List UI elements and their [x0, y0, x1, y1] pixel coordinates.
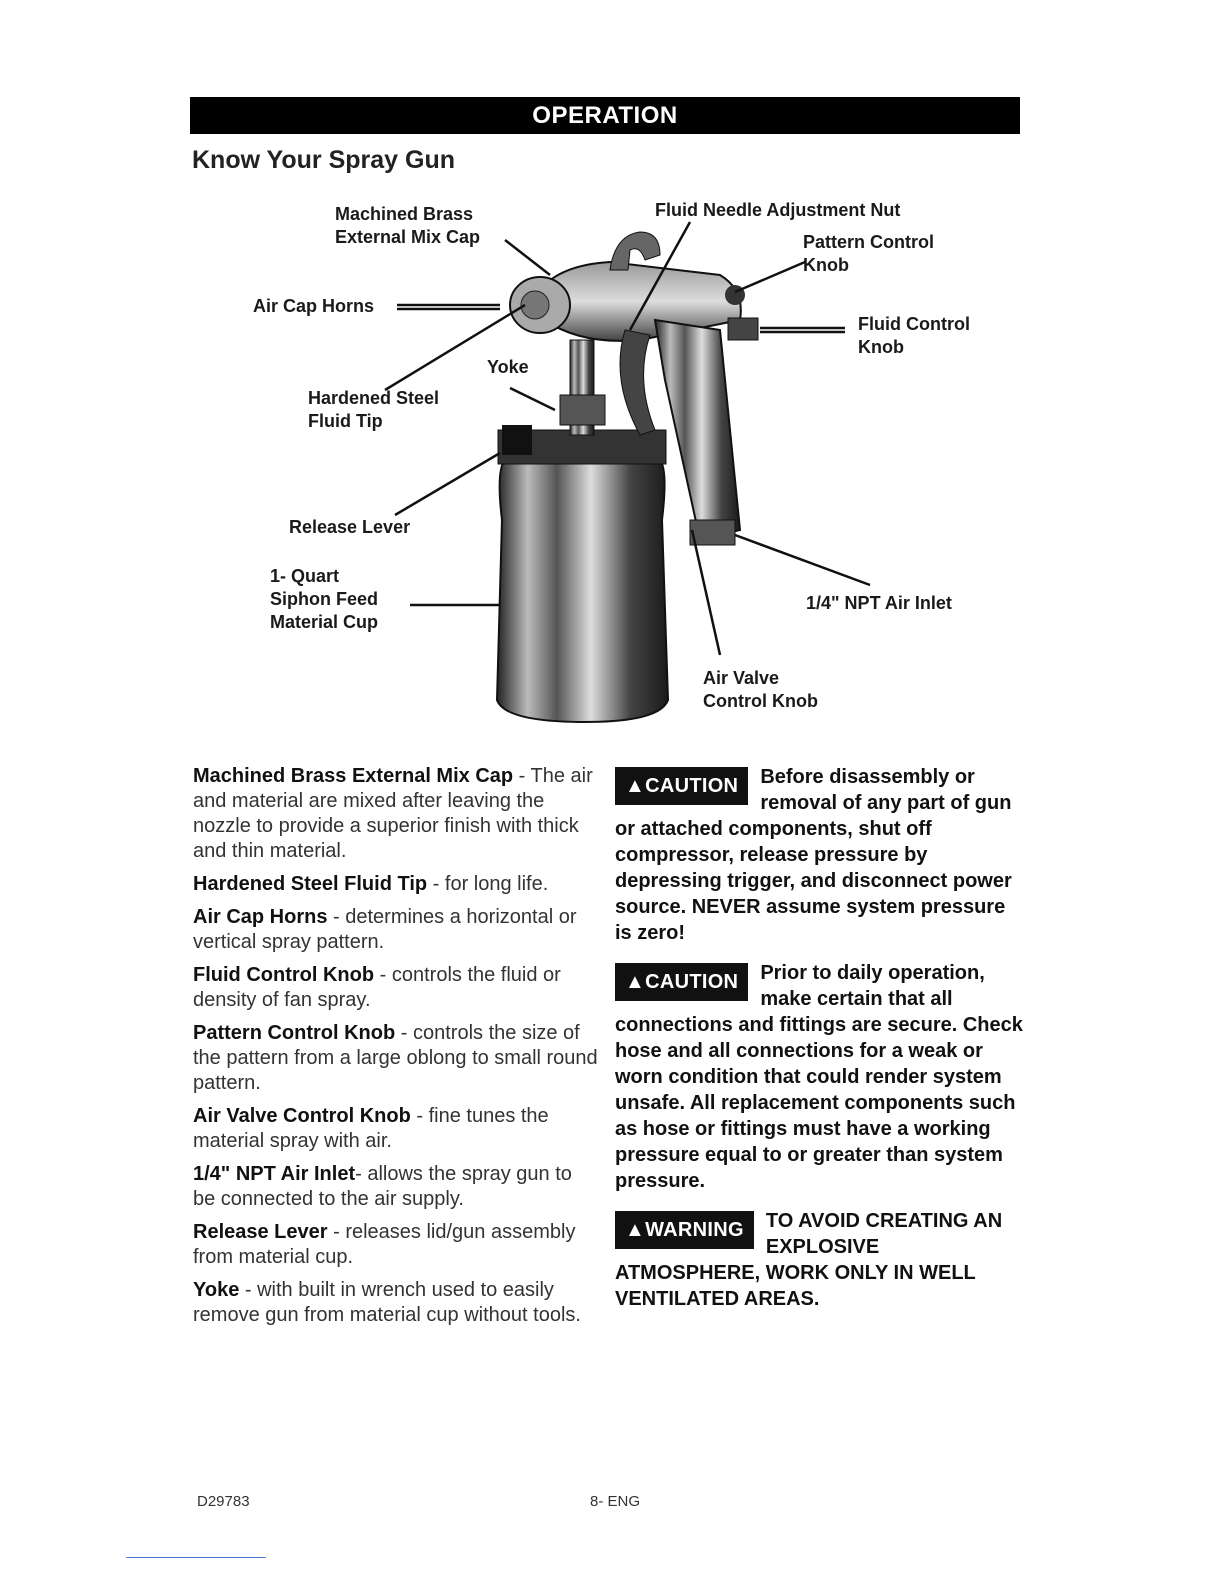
leader-yoke [510, 388, 555, 410]
page-title: Know Your Spray Gun [192, 146, 455, 174]
document-number: D29783 [197, 1493, 250, 1510]
label-material-cup: 1- Quart Siphon Feed Material Cup [270, 566, 379, 632]
description-item: Release Lever - releases lid/gun assembly from material cup. [193, 1221, 576, 1268]
caution-badge: ▲CAUTION [615, 963, 748, 1001]
label-mix-cap: Machined Brass External Mix Cap [335, 204, 481, 247]
leader-air-inlet [735, 535, 870, 585]
notice-text: TO AVOID CREATING AN EXPLOSIVE ATMOSPHERE, WORK ONLY IN WELL VENTILATED AREAS. [615, 1210, 1003, 1310]
label-fluid-control: Fluid Control Knob [858, 314, 970, 357]
caution-notice [615, 960, 1025, 1194]
description-item: Hardened Steel Fluid Tip - for long life. [193, 873, 549, 895]
description-item: Air Cap Horns - determines a horizontal or vertical spray pattern. [193, 906, 577, 953]
label-needle-nut: Fluid Needle Adjustment Nut [655, 200, 901, 220]
description-item: Fluid Control Knob - controls the fluid or density of fan spray. [193, 964, 561, 1011]
label-air-cap-horns: Air Cap Horns [253, 296, 375, 316]
yoke [560, 340, 605, 435]
description-item: Yoke - with built in wrench used to easily remove gun from material cup without tools. [193, 1279, 581, 1326]
label-pattern-control: Pattern Control Knob [803, 232, 935, 275]
label-fluid-tip: Hardened Steel Fluid Tip [308, 388, 440, 431]
parts-descriptions [193, 764, 598, 1336]
description-item: Air Valve Control Knob - fine tunes the material spray with air. [193, 1105, 549, 1152]
notice-text: Prior to daily operation, make certain that all connections and fittings are secure. Check hose and all connections for a weak or worn condition that could render system unsafe. All replacement components such as hose or fittings must have a working pressure equal to or greater than system pressure. [615, 962, 1023, 1192]
description-item: Pattern Control Knob - controls the size of the pattern from a large oblong to small round pattern. [193, 1022, 598, 1094]
label-air-valve: Air Valve Control Knob [703, 668, 818, 711]
warning-badge: ▲WARNING [615, 1211, 754, 1249]
label-release-lever: Release Lever [289, 517, 411, 537]
page-number: 8- ENG [590, 1493, 641, 1510]
safety-notices [615, 764, 1025, 1326]
leader-release-lever [395, 453, 500, 515]
label-yoke: Yoke [487, 357, 529, 377]
spray-gun-illustration [0, 0, 1224, 760]
leader-air-valve [692, 530, 720, 655]
warning-notice [615, 1208, 1025, 1312]
material-cup [497, 425, 668, 722]
label-air-inlet: 1/4" NPT Air Inlet [806, 593, 952, 613]
description-item: 1/4" NPT Air Inlet- allows the spray gun to be connected to the air supply. [193, 1163, 572, 1210]
footer-rule [126, 1557, 266, 1558]
caution-badge: ▲CAUTION [615, 767, 748, 805]
caution-notice [615, 764, 1025, 946]
leader-mix-cap [505, 240, 550, 275]
section-header: OPERATION [190, 97, 1020, 134]
notice-text: Before disassembly or removal of any part of gun or attached components, shut off compressor, release pressure by depressing trigger, and disconnect power source. NEVER assume system pressure is zero! [615, 766, 1012, 944]
description-item: Machined Brass External Mix Cap - The air and material are mixed after leaving the nozzle to provide a superior finish with thick and thin material. [193, 765, 593, 862]
leader-pattern-control [735, 262, 805, 292]
